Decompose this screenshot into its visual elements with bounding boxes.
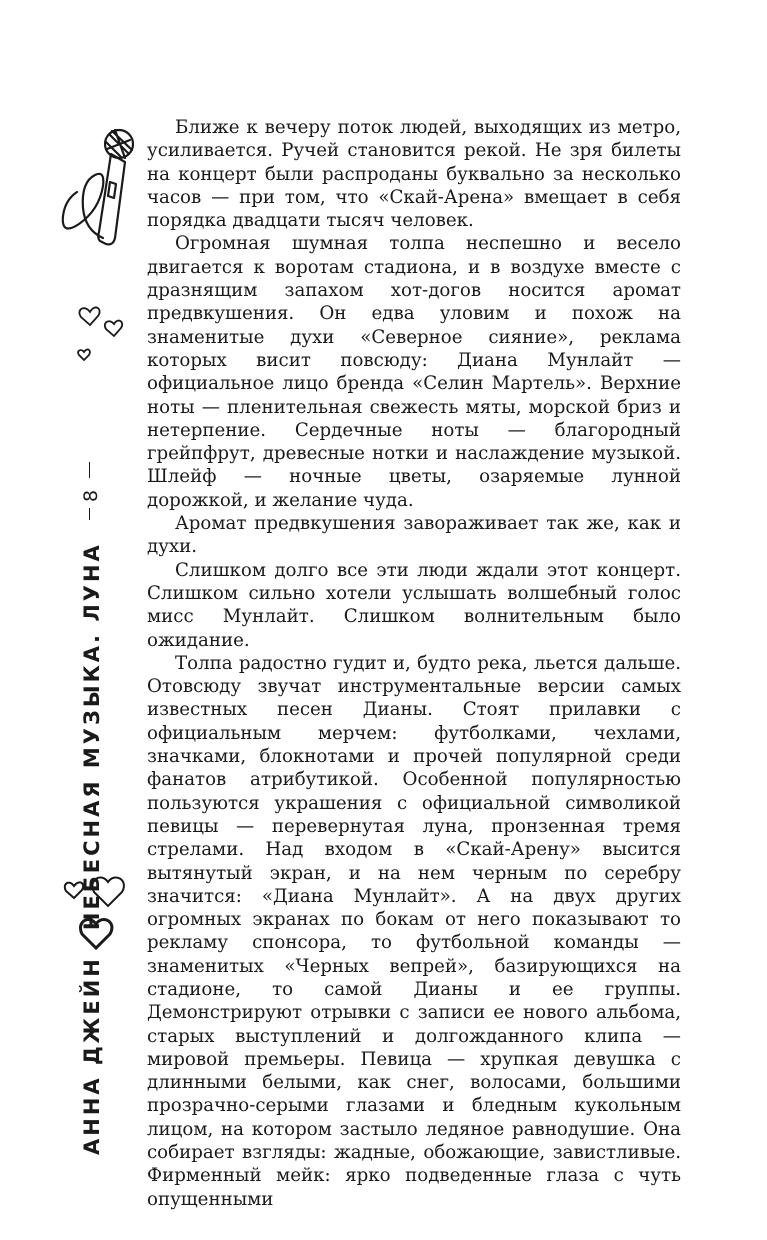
paragraph: Аромат предвкушения завораживает так же, как и духи.: [147, 513, 681, 558]
author-name: АННА ДЖЕЙН: [80, 956, 104, 1155]
running-title: [80, 542, 104, 1155]
page-number: 8: [80, 489, 102, 502]
paragraph: Огромная шумная толпа неспешно и весело двигается к воротам стадиона, и в воздухе вместе с дразнящим запахом хот-догов носится аромат предвкушения. Он едва уловим и похож на знаменитые духи «Северное сияние», реклама которых висит повсюду: Диана Мунлайт — официальное лицо бренда «Селин Мартель». Верхние ноты — пленительная свежесть мяты, морской бриз и нетерпение. Сердечные ноты — благородный грейпфрут, древесные нотки и наслаждение музыкой. Шлейф — ночные цветы, озаряемые лунной дорожкой, и желание чуда.: [147, 233, 681, 511]
paragraph: Толпа радостно гудит и, будто река, льется дальше. Отовсюду звучат инструментальные версии самых известных песен Дианы. Стоят прилавки с официальным мерчем: футболками, чехлами, значками, блокнотами и прочей популярной среди фанатов атрибутикой. Особенной популярностью пользуются украшения с официальной символикой певицы — перевернутая луна, пронзенная тремя стрелами. Над входом в «Скай-Арену» высится вытянутый экран, и на нем черным по серебру значится: «Диана Мунлайт». А на двух других огромных экранах по бокам от него показывают то рекламу спонсора, то футбольной команды — знаменитых «Черных вепрей», базирующихся на стадионе, то самой Дианы и ее группы. Демонстрируют отрывки с записи ее нового альбома, старых выступлений и долгожданного клипа — мировой премьеры. Певица — хрупкая девушка с длинными белыми, как снег, волосами, большими прозрачно-серыми глазами и бледным кукольным лицом, на котором застыло ледяное равнодушие. Она собирает взгляды: жадные, обожающие, завистливые. Фирменный мейк: ярко подведенные глаза с чуть опущенными: [147, 652, 681, 1210]
divider: [89, 508, 90, 520]
body-text: [147, 116, 681, 1211]
paragraph: Ближе к вечеру поток людей, выходящих из метро, усиливается. Ручей становится рекой. Не зря билеты на концерт были распроданы буквально за несколько часов — при том, что «Скай-Арена» вмещает в себя порядка двадцати тысяч человек.: [147, 117, 681, 232]
book-title: НЕБЕСНАЯ МУЗЫКА. ЛУНА: [80, 542, 104, 931]
divider: [89, 462, 90, 478]
heart-icon: [70, 290, 130, 370]
paragraph: Слишком долго все эти люди ждали этот концерт. Слишком сильно хотели услышать волшебный голос мисс Мунлайт. Слишком волнительным было ожидание.: [147, 559, 681, 651]
microphone-icon: [55, 120, 150, 260]
